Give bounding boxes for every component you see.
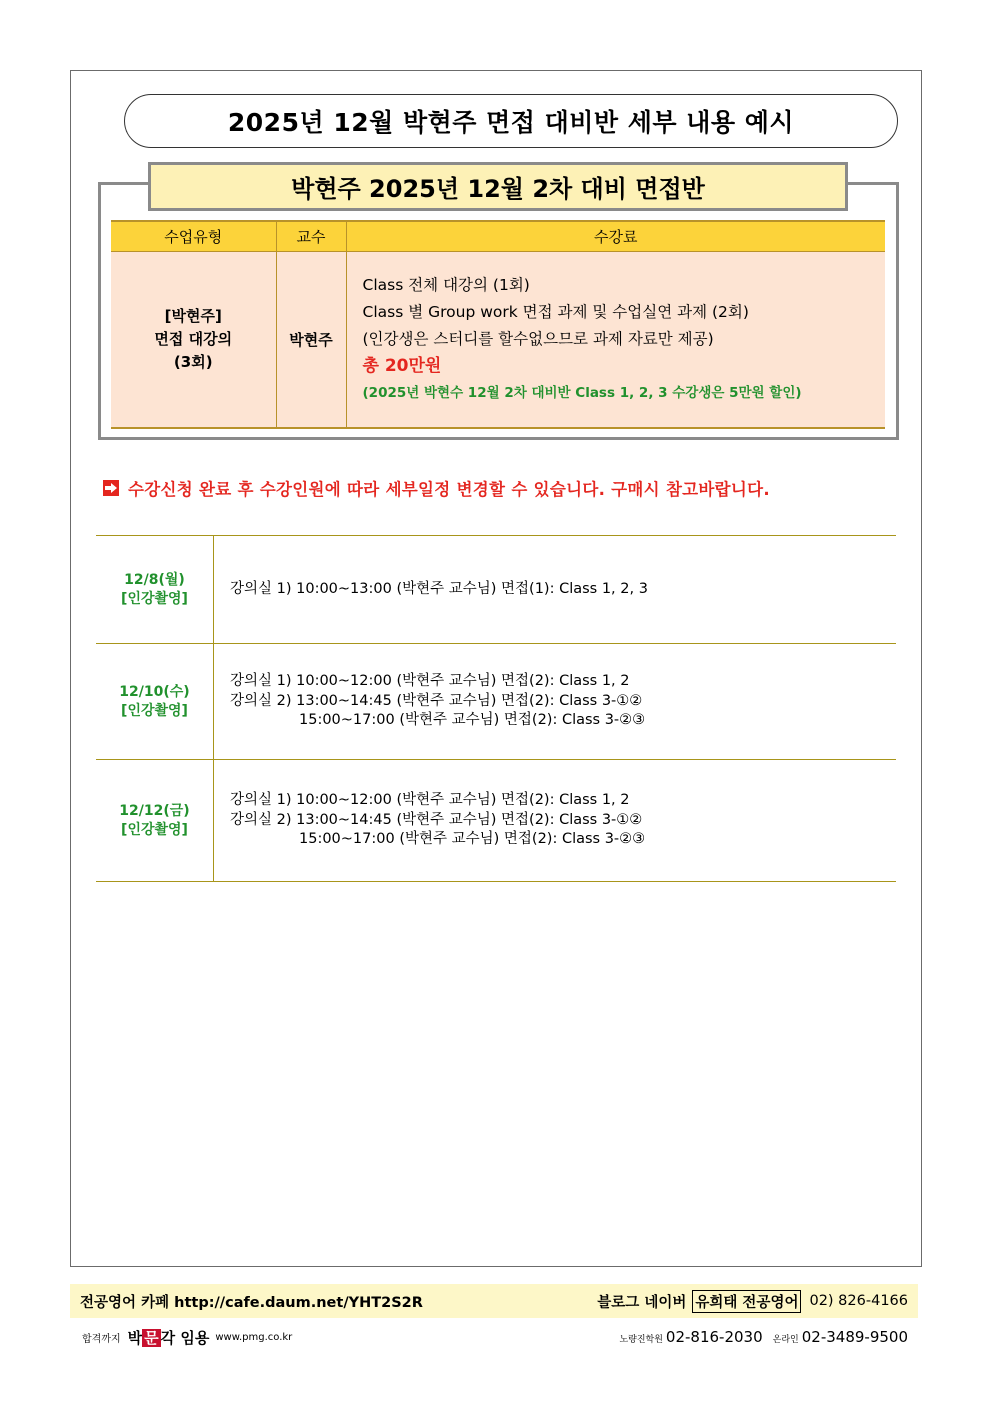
logo-part: 박 bbox=[127, 1328, 143, 1347]
schedule-tag: [인강촬영] bbox=[121, 590, 188, 607]
blog-link[interactable]: 유희태 전공영어 bbox=[692, 1290, 801, 1313]
schedule-line: 강의실 2) 13:00~14:45 (박현주 교수님) 면접(2): Class 3-①② bbox=[230, 811, 643, 828]
brand-logo bbox=[128, 1327, 210, 1348]
schedule-date: 12/12(금) bbox=[119, 802, 190, 819]
blog-label: 블로그 네이버 bbox=[597, 1294, 687, 1311]
schedule-date-cell bbox=[96, 644, 214, 759]
header-fee: 수강료 bbox=[346, 221, 885, 251]
brand-url[interactable]: www.pmg.co.kr bbox=[215, 1331, 293, 1343]
course-title: 박현주 2025년 12월 2차 대비 면접반 bbox=[148, 162, 848, 211]
schedule-date-cell bbox=[96, 760, 214, 881]
footer-contact bbox=[597, 1290, 908, 1313]
cafe-link[interactable]: 전공영어 카페 http://cafe.daum.net/YHT2S2R bbox=[80, 1294, 423, 1311]
fee-line: Class 별 Group work 면접 과제 및 수업실연 과제 (2회) bbox=[362, 302, 749, 321]
schedule-row bbox=[96, 644, 896, 760]
professor-cell: 박현주 bbox=[276, 251, 346, 428]
schedule-line: 15:00~17:00 (박현주 교수님) 면접(2): Class 3-②③ bbox=[299, 831, 646, 848]
schedule-date-cell bbox=[96, 536, 214, 643]
table-header-row bbox=[111, 221, 885, 251]
fee-line: (인강생은 스터디를 할수없으므로 과제 자료만 제공) bbox=[362, 329, 714, 348]
schedule-detail bbox=[214, 536, 896, 643]
schedule-line: 강의실 1) 10:00~12:00 (박현주 교수님) 면접(2): Class 1, 2 bbox=[230, 673, 630, 690]
logo-part: 각 bbox=[160, 1328, 176, 1347]
schedule-line: 강의실 2) 13:00~14:45 (박현주 교수님) 면접(2): Class 3-①② bbox=[230, 692, 643, 709]
table-row bbox=[111, 251, 885, 428]
class-type-line: [박현주] bbox=[164, 306, 222, 325]
schedule-line: 강의실 1) 10:00~13:00 (박현주 교수님) 면접(1): Class 1, 2, 3 bbox=[230, 580, 648, 597]
class-type-line: 면접 대강의 bbox=[154, 329, 233, 348]
fee-discount-note: (2025년 박현수 12월 2차 대비반 Class 1, 2, 3 수강생은 5만원 할인) bbox=[362, 384, 802, 401]
brand-phones bbox=[619, 1328, 908, 1346]
campus-phone: 02-816-2030 bbox=[665, 1328, 763, 1346]
header-class-type: 수업유형 bbox=[111, 221, 276, 251]
schedule-detail bbox=[214, 760, 896, 881]
schedule-detail bbox=[214, 644, 896, 759]
online-phone: 02-3489-9500 bbox=[801, 1328, 908, 1346]
fee-cell bbox=[346, 251, 885, 428]
brand-left bbox=[82, 1327, 292, 1348]
fee-line: Class 전체 대강의 (1회) bbox=[362, 275, 530, 294]
schedule-line: 15:00~17:00 (박현주 교수님) 면접(2): Class 3-②③ bbox=[299, 712, 646, 729]
fee-price: 총 20만원 bbox=[362, 355, 442, 376]
notice bbox=[103, 476, 770, 500]
page-title: 2025년 12월 박현주 면접 대비반 세부 내용 예시 bbox=[124, 94, 898, 148]
schedule-row bbox=[96, 535, 896, 644]
logo-part: 문 bbox=[144, 1328, 159, 1347]
schedule-row bbox=[96, 760, 896, 882]
header-professor: 교수 bbox=[276, 221, 346, 251]
schedule-line: 강의실 1) 10:00~12:00 (박현주 교수님) 면접(2): Class 1, 2 bbox=[230, 792, 630, 809]
logo-suffix: 임용 bbox=[180, 1328, 210, 1347]
footer-phone: 02) 826-4166 bbox=[809, 1293, 908, 1309]
brand-slogan: 합격까지 bbox=[82, 1333, 121, 1345]
arrow-right-icon bbox=[103, 480, 119, 496]
campus-label: 노량진학원 bbox=[619, 1335, 663, 1345]
course-info-table bbox=[111, 220, 885, 429]
schedule-table bbox=[96, 535, 896, 882]
schedule-date: 12/10(수) bbox=[119, 683, 190, 700]
notice-text: 수강신청 완료 후 수강인원에 따라 세부일정 변경할 수 있습니다. 구매시 참고바랍니다. bbox=[128, 480, 770, 499]
footer-bar bbox=[70, 1284, 918, 1318]
schedule-tag: [인강촬영] bbox=[121, 821, 188, 838]
online-label: 온라인 bbox=[772, 1335, 799, 1345]
class-type-line: (3회) bbox=[173, 352, 213, 371]
schedule-tag: [인강촬영] bbox=[121, 702, 188, 719]
brand-line bbox=[82, 1325, 908, 1349]
schedule-date: 12/8(월) bbox=[124, 571, 185, 588]
class-type-cell bbox=[111, 251, 276, 428]
